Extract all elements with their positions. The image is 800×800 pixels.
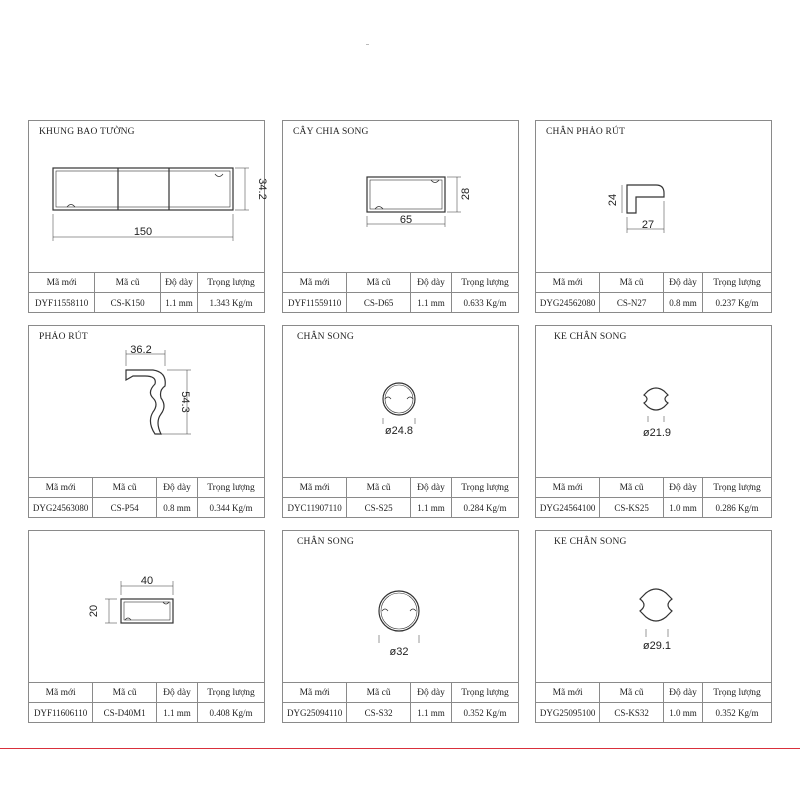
header-new-code: Mã mới [536,478,600,498]
product-title: KE CHÂN SONG [554,332,627,342]
header-new-code: Mã mới [536,273,600,293]
header-thickness: Độ dày [157,478,198,498]
thickness: 0.8 mm [664,293,703,313]
spec-table [536,272,771,312]
weight: 0.352 Kg/m [703,703,772,723]
product-card-cay-chia-song [282,120,519,313]
header-old-code: Mã cũ [600,478,664,498]
weight: 0.633 Kg/m [452,293,519,313]
new-code: DYF11558110 [29,293,95,313]
header-new-code: Mã mới [29,683,93,703]
dimension-label: ø32 [389,646,409,658]
product-title: PHẢO RÚT [39,332,88,342]
spec-table [283,682,518,722]
header-old-code: Mã cũ [347,683,411,703]
header-old-code: Mã cũ [600,273,664,293]
spec-table [283,477,518,517]
header-old-code: Mã cũ [600,683,664,703]
thickness: 1.1 mm [157,703,198,723]
thickness: 0.8 mm [157,498,198,518]
dimension-label: 34.2 [256,178,268,200]
profile-drawing [536,531,773,681]
dimension-label: ø24.8 [384,425,414,437]
new-code: DYC11907110 [283,498,347,518]
header-weight: Trọng lượng [198,683,265,703]
product-card-chan-song-32 [282,530,519,723]
new-code: DYG24564100 [536,498,600,518]
header-old-code: Mã cũ [347,273,411,293]
thickness: 1.0 mm [664,703,703,723]
thickness: 1.1 mm [411,293,452,313]
spec-table [283,272,518,312]
profile-drawing [283,121,520,271]
header-thickness: Độ dày [161,273,198,293]
header-weight: Trọng lượng [703,273,772,293]
product-title: CHÂN PHẢO RÚT [546,127,626,137]
spec-table [536,682,771,722]
spec-table [29,272,264,312]
old-code: CS-K150 [95,293,161,313]
profile-drawing [536,121,773,271]
dimension-label: 65 [399,214,413,226]
profile-drawing [29,326,266,476]
product-card-chan-phao-rut [535,120,772,313]
spec-table [29,477,264,517]
spec-table [536,477,771,517]
footer-divider [0,748,800,749]
product-title: CHÂN SONG [297,537,354,547]
header-weight: Trọng lượng [703,683,772,703]
weight: 0.408 Kg/m [198,703,265,723]
profile-drawing [29,531,266,681]
profile-drawing [283,326,520,476]
weight: 0.344 Kg/m [198,498,265,518]
dimension-label: ø29.1 [642,640,672,652]
old-code: CS-D40M1 [93,703,157,723]
header-weight: Trọng lượng [198,478,265,498]
header-weight: Trọng lượng [452,273,519,293]
header-new-code: Mã mới [283,478,347,498]
old-code: CS-S32 [347,703,411,723]
product-title: KHUNG BAO TƯỜNG [39,127,135,137]
header-thickness: Độ dày [664,683,703,703]
product-title: KE CHÂN SONG [554,537,627,547]
header-thickness: Độ dày [664,273,703,293]
header-new-code: Mã mới [29,273,95,293]
top-mark [366,44,369,45]
weight: 0.237 Kg/m [703,293,772,313]
product-card-ke-chan-song-32 [535,530,772,723]
header-weight: Trọng lượng [452,478,519,498]
header-new-code: Mã mới [283,273,347,293]
dimension-label: ø21.9 [642,427,672,439]
old-code: CS-N27 [600,293,664,313]
header-weight: Trọng lượng [703,478,772,498]
thickness: 1.0 mm [664,498,703,518]
new-code: DYG24563080 [29,498,93,518]
product-card-phao-rut [28,325,265,518]
header-thickness: Độ dày [664,478,703,498]
header-old-code: Mã cũ [95,273,161,293]
product-card-khung-bao-tuong [28,120,268,313]
new-code: DYG25094110 [283,703,347,723]
dimension-label: 20 [88,604,100,618]
weight: 0.286 Kg/m [703,498,772,518]
new-code: DYF11606110 [29,703,93,723]
old-code: CS-S25 [347,498,411,518]
header-thickness: Độ dày [411,683,452,703]
weight: 0.352 Kg/m [452,703,519,723]
dimension-label: 54.3 [179,391,191,413]
thickness: 1.1 mm [411,703,452,723]
new-code: DYF11559110 [283,293,347,313]
new-code: DYG24562080 [536,293,600,313]
old-code: CS-KS32 [600,703,664,723]
header-new-code: Mã mới [283,683,347,703]
header-new-code: Mã mới [29,478,93,498]
header-old-code: Mã cũ [93,478,157,498]
old-code: CS-P54 [93,498,157,518]
thickness: 1.1 mm [411,498,452,518]
dimension-label: 24 [607,193,619,207]
header-weight: Trọng lượng [452,683,519,703]
weight: 0.284 Kg/m [452,498,519,518]
product-card-chan-song-25 [282,325,519,518]
spec-table [29,682,264,722]
header-new-code: Mã mới [536,683,600,703]
weight: 1.343 Kg/m [198,293,265,313]
product-title: CHÂN SONG [297,332,354,342]
header-weight: Trọng lượng [198,273,265,293]
product-card-ke-chan-song-25 [535,325,772,518]
new-code: DYG25095100 [536,703,600,723]
header-thickness: Độ dày [411,273,452,293]
profile-drawing [29,121,266,271]
dimension-label: 40 [140,575,154,587]
header-old-code: Mã cũ [347,478,411,498]
profile-drawing [536,326,773,476]
dimension-label: 150 [133,226,153,238]
old-code: CS-KS25 [600,498,664,518]
header-old-code: Mã cũ [93,683,157,703]
header-thickness: Độ dày [157,683,198,703]
profile-drawing [283,531,520,681]
product-card-cs-d40m1 [28,530,265,723]
thickness: 1.1 mm [161,293,198,313]
product-title: CÂY CHIA SONG [293,127,369,137]
dimension-label: 28 [460,187,472,201]
old-code: CS-D65 [347,293,411,313]
dimension-label: 27 [641,219,655,231]
header-thickness: Độ dày [411,478,452,498]
dimension-label: 36.2 [130,344,152,356]
